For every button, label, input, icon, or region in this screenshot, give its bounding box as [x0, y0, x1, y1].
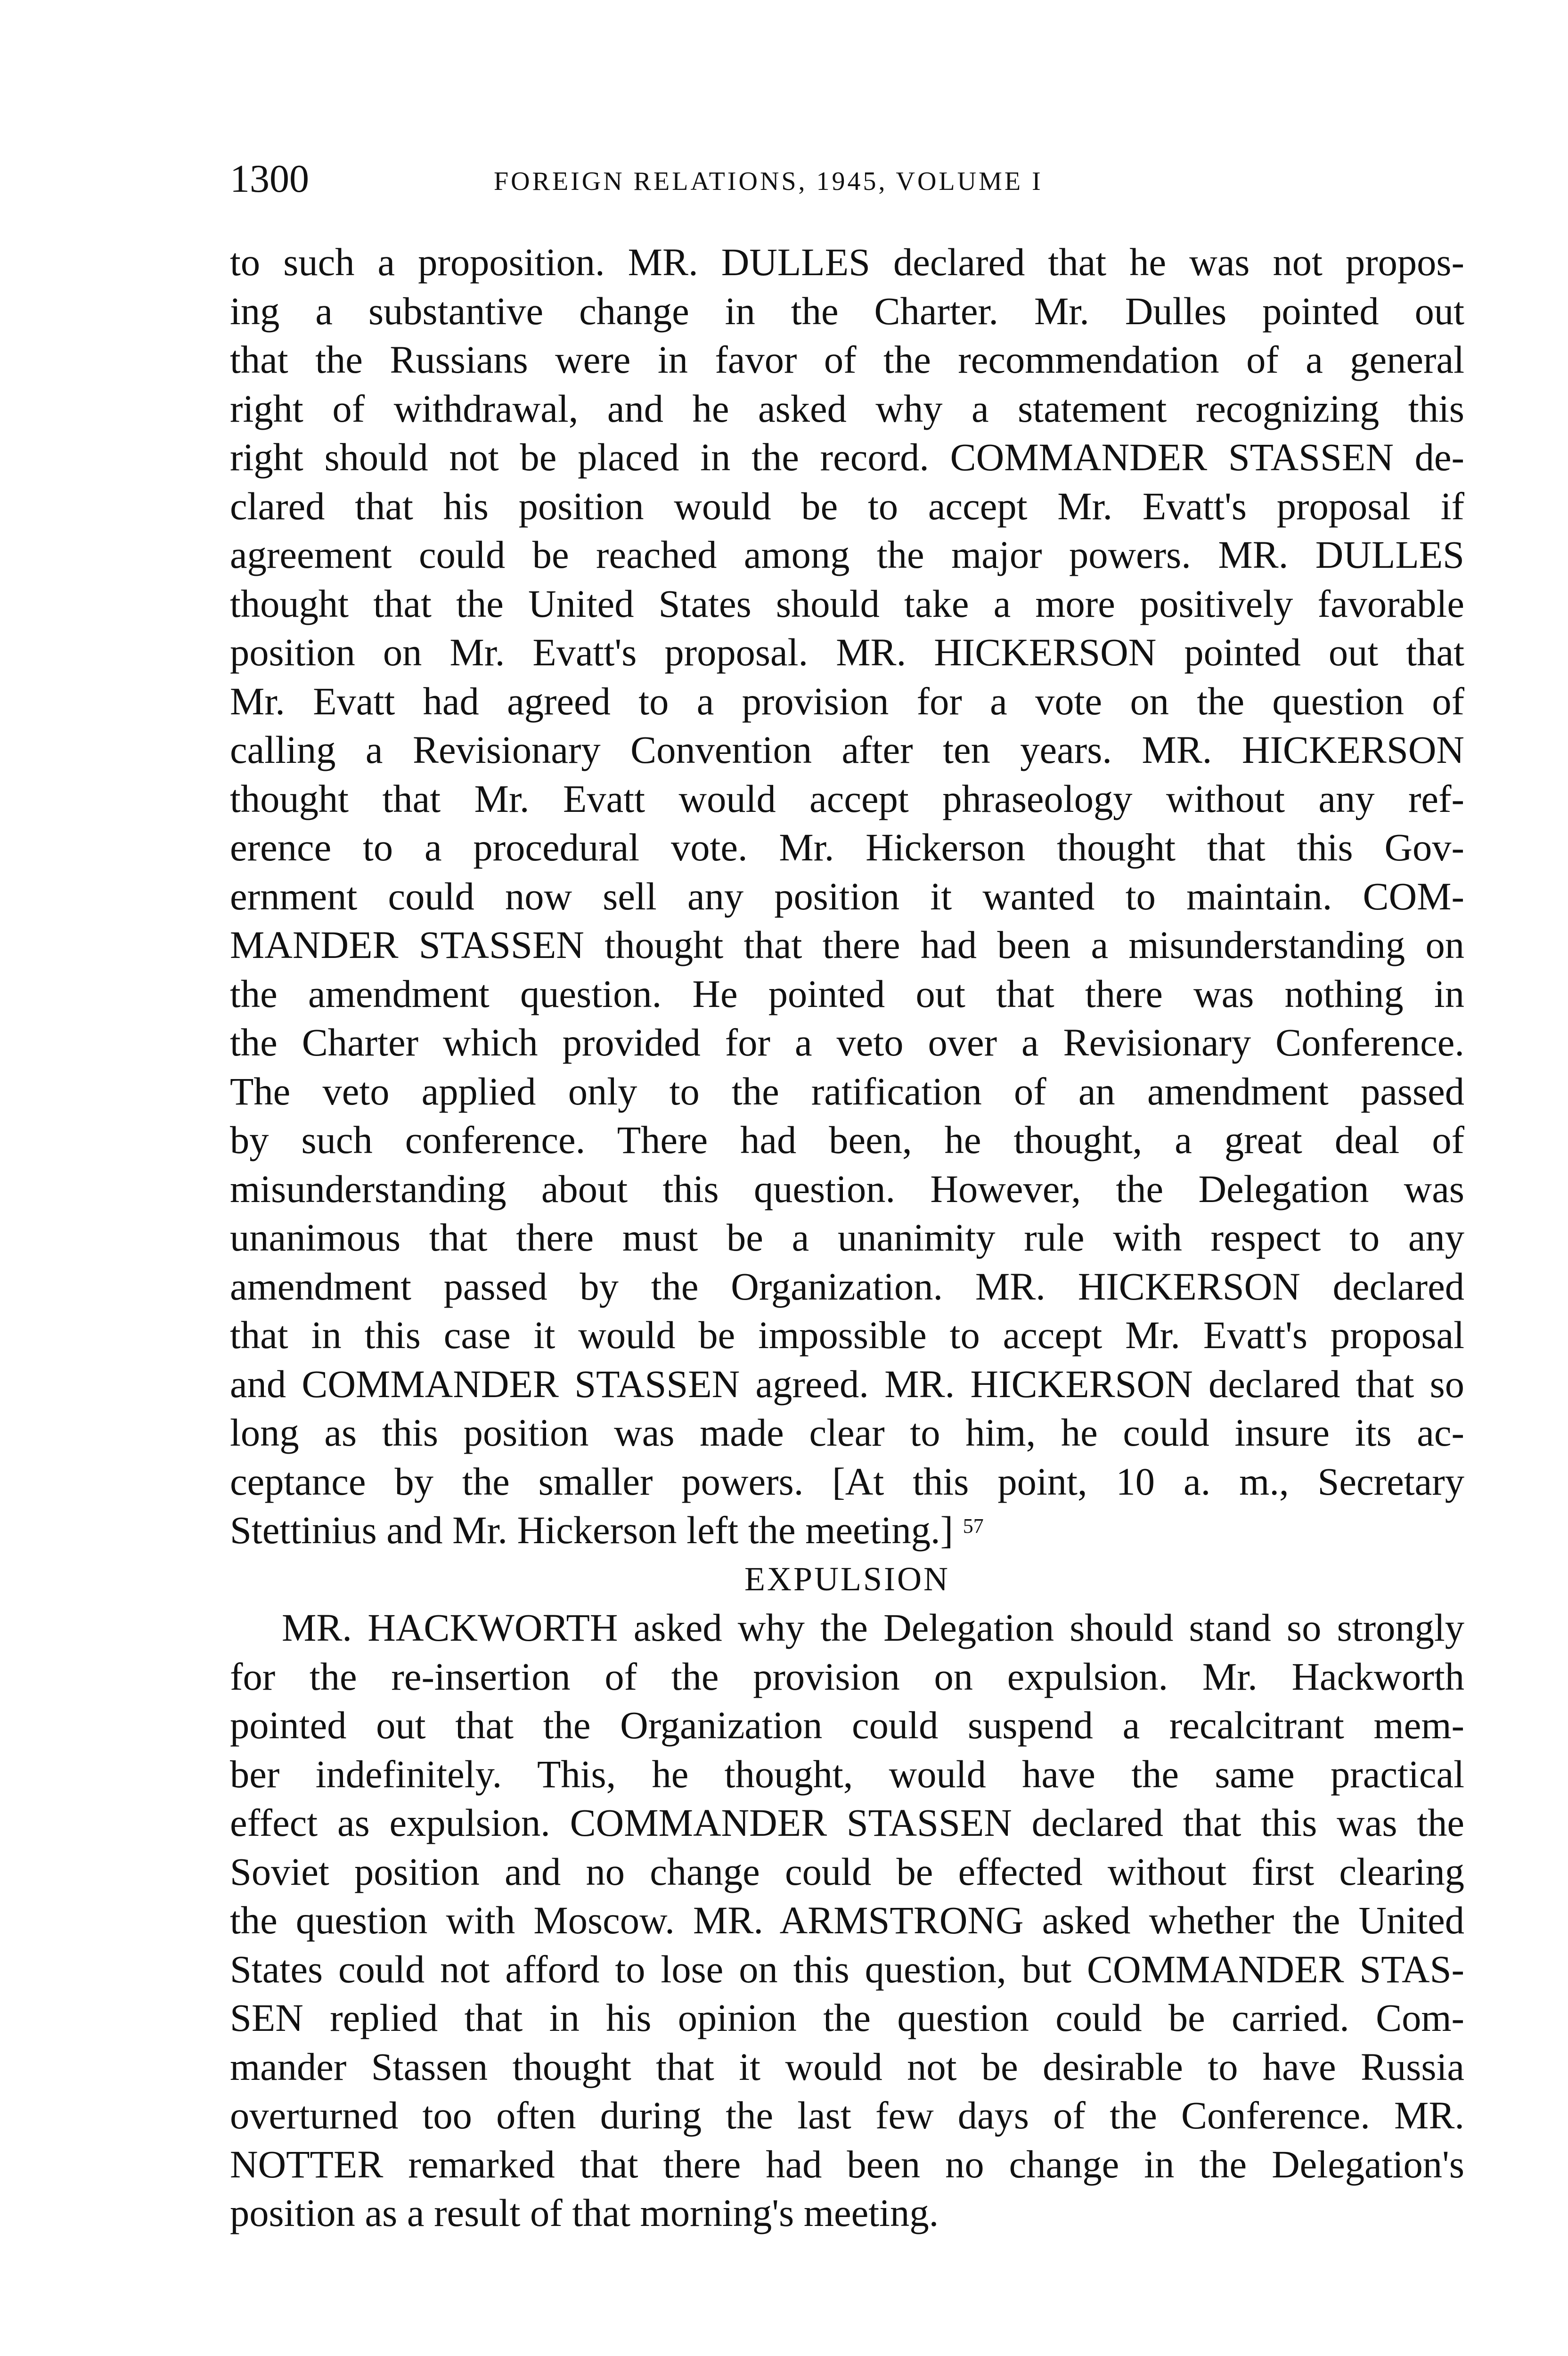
text-line: by such conference. There had been, he thought, a great deal of	[230, 1118, 1464, 1162]
text-line: effect as expulsion. COMMANDER STASSEN declared that this was the	[230, 1801, 1464, 1844]
text-line-content: Stettinius and Mr. Hickerson left the meeting.]	[230, 1508, 954, 1552]
section-heading: EXPULSION	[744, 1560, 950, 1598]
text-line: Soviet position and no change could be effected without first clearing	[230, 1849, 1464, 1893]
text-line: calling a Revisionary Convention after ten years. MR. HICKERSON	[230, 728, 1464, 771]
text-line: misunderstanding about this question. However, the Delegation was	[230, 1167, 1464, 1211]
text-line: ernment could now sell any position it wanted to maintain. COM-	[230, 874, 1464, 918]
text-line: clared that his position would be to accept Mr. Evatt's proposal if	[230, 484, 1464, 528]
page-number: 1300	[230, 157, 309, 201]
text-line: thought that Mr. Evatt would accept phraseology without any ref-	[230, 777, 1464, 820]
text-line: for the re-insertion of the provision on expulsion. Mr. Hackworth	[230, 1654, 1464, 1698]
text-line: that the Russians were in favor of the recommendation of a general	[230, 338, 1464, 381]
text-line: agreement could be reached among the major powers. MR. DULLES	[230, 533, 1464, 576]
text-line: the amendment question. He pointed out that there was nothing in	[230, 972, 1464, 1015]
paragraph-2	[230, 1603, 1464, 2238]
footnote-reference: 57	[963, 1514, 984, 1538]
text-line: mander Stassen thought that it would not be desirable to have Russia	[230, 2045, 1464, 2088]
text-line: NOTTER remarked that there had been no change in the Delegation's	[230, 2142, 1464, 2186]
text-line: that in this case it would be impossible to accept Mr. Evatt's proposal	[230, 1313, 1464, 1357]
text-line: unanimous that there must be a unanimity rule with respect to any	[230, 1216, 1464, 1259]
text-line: MR. HACKWORTH asked why the Delegation should stand so strongly	[282, 1606, 1464, 1649]
text-line-last	[230, 1506, 1464, 1555]
text-line: thought that the United States should take a more positively favorable	[230, 581, 1464, 625]
text-line: amendment passed by the Organization. MR. HICKERSON declared	[230, 1264, 1464, 1308]
text-line: Mr. Evatt had agreed to a provision for a vote on the question of	[230, 679, 1464, 723]
text-line: the question with Moscow. MR. ARMSTRONG asked whether the United	[230, 1898, 1464, 1942]
text-line: to such a proposition. MR. DULLES declared that he was not propos-	[230, 240, 1464, 284]
text-line: pointed out that the Organization could suspend a recalcitrant mem-	[230, 1703, 1464, 1747]
text-line: the Charter which provided for a veto over a Revisionary Conference.	[230, 1021, 1464, 1064]
text-line: position on Mr. Evatt's proposal. MR. HICKERSON pointed out that	[230, 630, 1464, 674]
text-line-last: position as a result of that morning's meeting.	[230, 2191, 939, 2234]
text-line: long as this position was made clear to him, he could insure its ac-	[230, 1411, 1464, 1454]
text-line: ber indefinitely. This, he thought, would have the same practical	[230, 1752, 1464, 1796]
text-line: right should not be placed in the record. COMMANDER STASSEN de-	[230, 435, 1464, 479]
text-line: overturned too often during the last few days of the Conference. MR.	[230, 2094, 1464, 2137]
text-line: ing a substantive change in the Charter. Mr. Dulles pointed out	[230, 289, 1464, 333]
body-text	[230, 238, 1464, 2238]
text-line: ceptance by the smaller powers. [At this point, 10 a. m., Secretary	[230, 1459, 1464, 1503]
running-head	[230, 155, 1464, 212]
text-line: right of withdrawal, and he asked why a statement recognizing this	[230, 386, 1464, 430]
text-line: States could not afford to lose on this question, but COMMANDER STAS-	[230, 1947, 1464, 1991]
running-head-title: FOREIGN RELATIONS, 1945, VOLUME I	[494, 167, 1043, 196]
text-line: and COMMANDER STASSEN agreed. MR. HICKERSON declared that so	[230, 1362, 1464, 1406]
paragraph-1	[230, 238, 1464, 1555]
text-line: erence to a procedural vote. Mr. Hickerson thought that this Gov-	[230, 826, 1464, 869]
text-line: MANDER STASSEN thought that there had been a misunderstanding on	[230, 923, 1464, 966]
text-line: The veto applied only to the ratification of an amendment passed	[230, 1069, 1464, 1113]
text-line: SEN replied that in his opinion the question could be carried. Com-	[230, 1996, 1464, 2039]
